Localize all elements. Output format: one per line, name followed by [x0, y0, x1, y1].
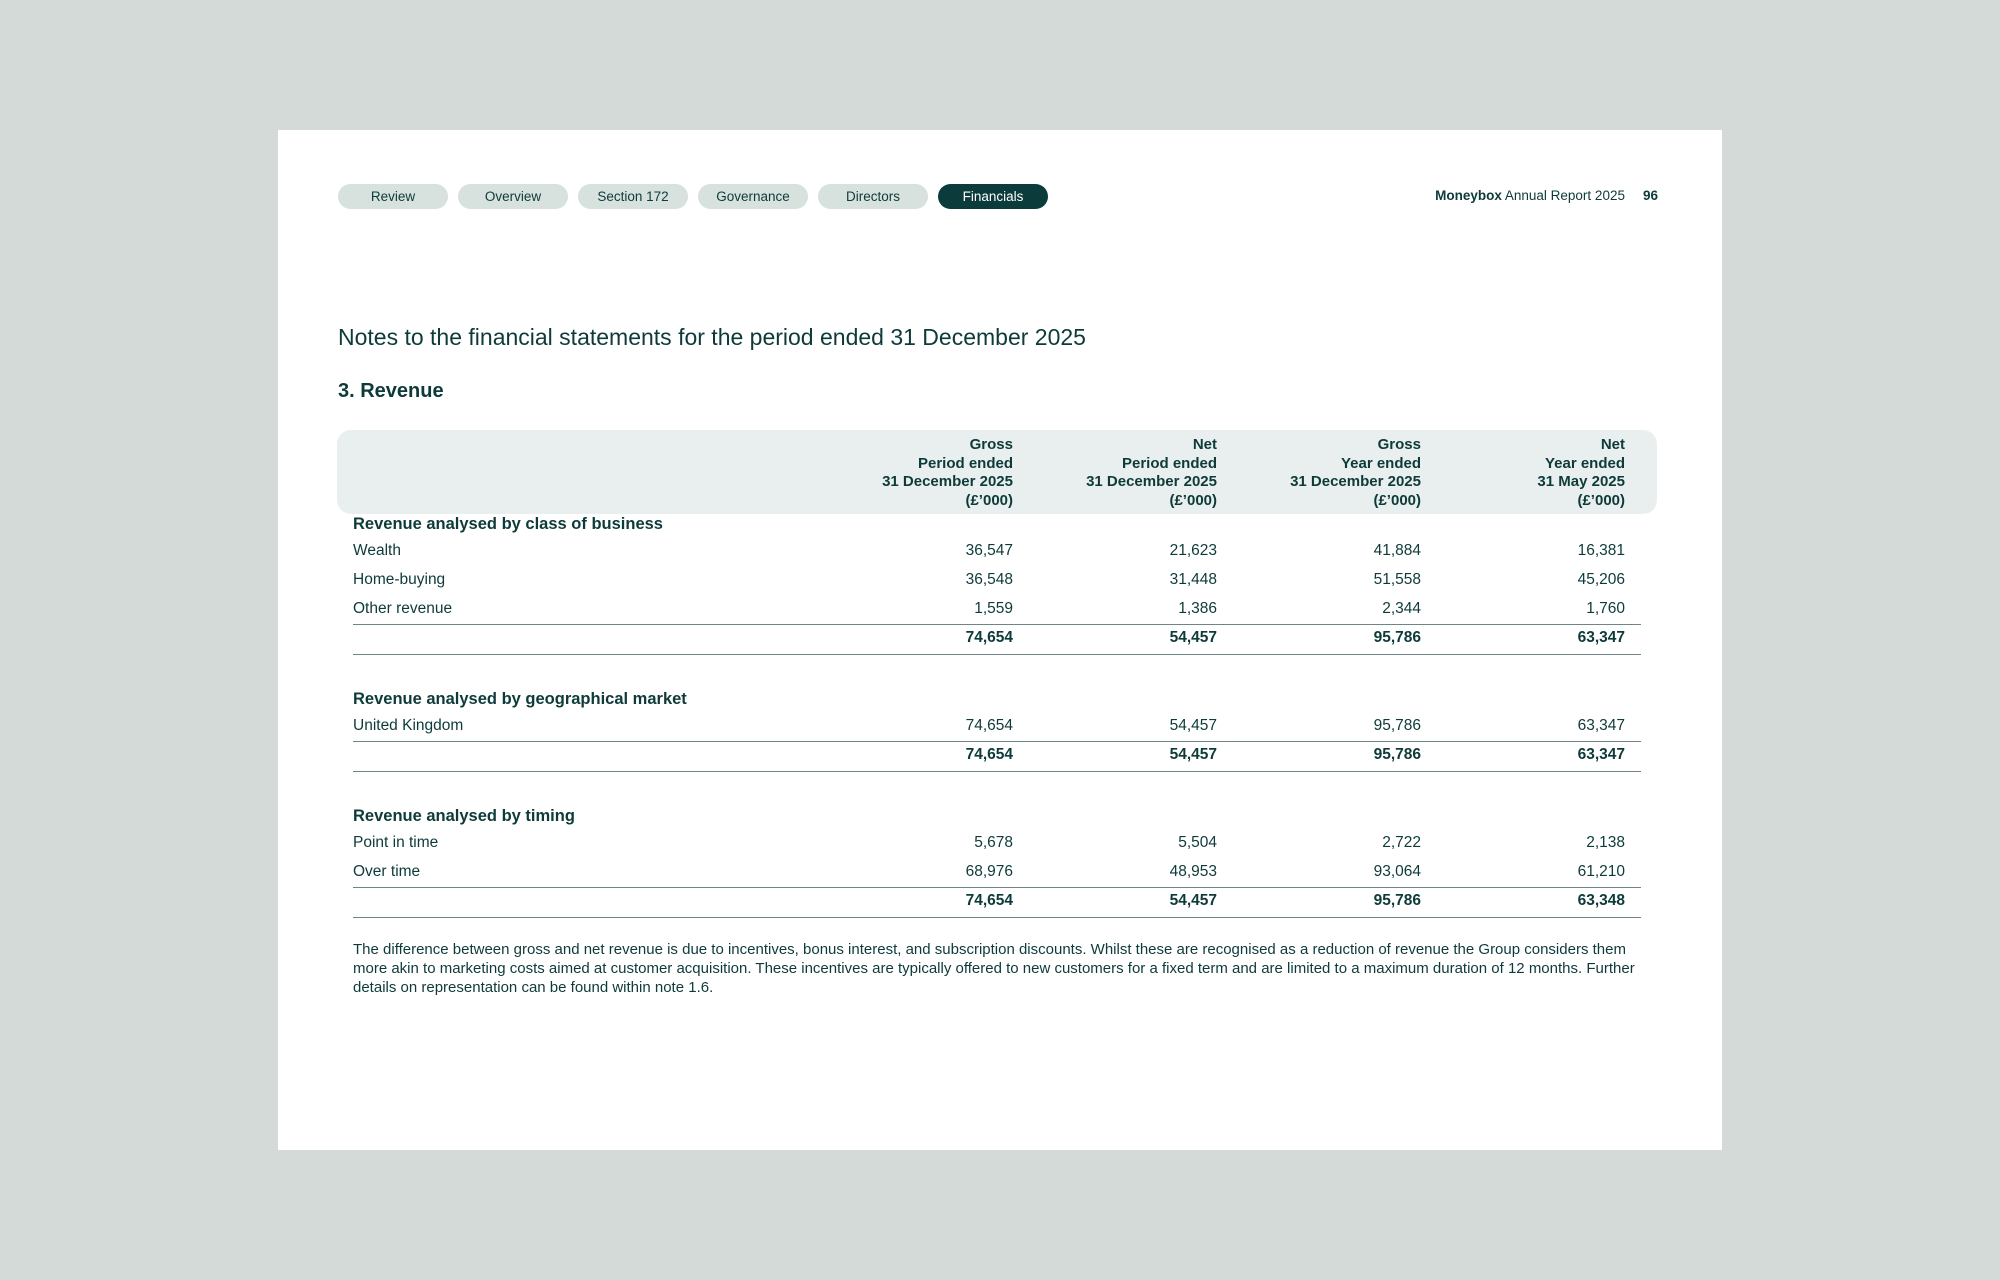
table-cell: 63,348 — [1577, 892, 1625, 909]
tab-governance[interactable]: Governance — [698, 184, 808, 209]
column-header-line: Gross — [969, 436, 1013, 453]
table-cell: 95,786 — [1373, 717, 1421, 734]
table-cell: 54,457 — [1169, 892, 1217, 909]
table-cell: 5,504 — [1178, 834, 1217, 851]
table-cell: 54,457 — [1169, 746, 1217, 763]
page-title: Notes to the financial statements for the period ended 31 December 2025 — [338, 324, 1086, 350]
table-cell: 1,559 — [974, 600, 1013, 617]
group-heading: Revenue analysed by timing — [353, 807, 575, 825]
table-row — [353, 712, 1641, 741]
table-cell: 61,210 — [1577, 863, 1625, 880]
total-row — [353, 624, 1641, 655]
group-heading: Revenue analysed by geographical market — [353, 690, 687, 708]
row-label: United Kingdom — [353, 717, 464, 734]
table-cell: 68,976 — [965, 863, 1013, 880]
total-row — [353, 887, 1641, 918]
table-cell: 95,786 — [1373, 892, 1421, 909]
row-label: Wealth — [353, 542, 401, 559]
report-name: Annual Report 2025 — [1504, 188, 1625, 203]
table-cell: 63,347 — [1577, 717, 1625, 734]
table-cell: 45,206 — [1577, 571, 1625, 588]
row-label: Over time — [353, 863, 421, 880]
table-cell: 41,884 — [1373, 542, 1421, 559]
brand-name: Moneybox — [1435, 188, 1502, 203]
column-header-line: Gross — [1377, 436, 1421, 453]
column-header-line: Year ended — [1340, 454, 1421, 472]
table-cell: 51,558 — [1373, 571, 1421, 588]
column-header-line: 31 December 2025 — [1086, 473, 1217, 491]
table-cell: 74,654 — [965, 629, 1013, 646]
table-cell: 54,457 — [1169, 629, 1217, 646]
column-header-line: Net — [1600, 436, 1625, 453]
table-row — [353, 537, 1641, 566]
table-cell: 21,623 — [1169, 542, 1217, 559]
table-cell: 31,448 — [1169, 571, 1217, 588]
table-cell: 74,654 — [965, 746, 1013, 763]
table-cell: 48,953 — [1169, 863, 1217, 880]
table-cell: 1,386 — [1178, 600, 1217, 617]
table-cell: 63,347 — [1577, 746, 1625, 763]
column-header-line: (£’000) — [965, 492, 1013, 510]
table-cell: 2,722 — [1382, 834, 1421, 851]
table-cell: 16,381 — [1577, 542, 1625, 559]
table-cell: 5,678 — [974, 834, 1013, 851]
table-cell: 2,138 — [1586, 834, 1625, 851]
column-header — [1425, 436, 1625, 511]
column-header-line: Period ended — [1121, 454, 1217, 472]
table-row — [353, 829, 1641, 858]
table-row — [353, 858, 1641, 887]
table-cell: 1,760 — [1586, 600, 1625, 617]
table-row — [353, 595, 1641, 624]
row-label: Other revenue — [353, 600, 453, 617]
column-header-line: (£’000) — [1373, 492, 1421, 510]
section-title: 3. Revenue — [338, 380, 444, 402]
table-cell: 93,064 — [1373, 863, 1421, 880]
column-header-line: (£’000) — [1169, 492, 1217, 510]
column-header — [813, 436, 1013, 511]
tab-review[interactable]: Review — [338, 184, 448, 209]
table-cell: 54,457 — [1169, 717, 1217, 734]
tab-overview[interactable]: Overview — [458, 184, 568, 209]
column-header-line: Year ended — [1544, 454, 1625, 472]
row-label: Point in time — [353, 834, 439, 851]
table-cell: 63,347 — [1577, 629, 1625, 646]
column-header-line: (£’000) — [1577, 492, 1625, 510]
column-header — [1221, 436, 1421, 511]
report-page — [278, 130, 1722, 1150]
report-title — [1435, 188, 1625, 203]
tab-financials[interactable]: Financials — [938, 184, 1048, 209]
group-heading: Revenue analysed by class of business — [353, 515, 663, 533]
table-cell: 2,344 — [1382, 600, 1421, 617]
column-header-line: 31 December 2025 — [1290, 473, 1421, 491]
page-number: 96 — [1642, 188, 1658, 203]
tab-directors[interactable]: Directors — [818, 184, 928, 209]
section-nav — [338, 184, 1048, 209]
revenue-note: The difference between gross and net revenue is due to incentives, bonus interest, and subscription discounts. Whilst these are recognised as a reduction of revenue the Group considers them more akin to marketing costs aimed at customer acquisition. These incentives are typically offered to new customers for a fixed term and are limited to a maximum duration of 12 months. Further details on representation can be found within note 1.6. — [353, 941, 1635, 996]
column-header-line: 31 December 2025 — [882, 473, 1013, 491]
table-cell: 36,547 — [965, 542, 1013, 559]
column-header-line: 31 May 2025 — [1537, 473, 1625, 491]
tab-section-172[interactable]: Section 172 — [578, 184, 688, 209]
table-cell: 95,786 — [1373, 746, 1421, 763]
table-cell: 74,654 — [965, 892, 1013, 909]
row-label: Home-buying — [353, 571, 446, 588]
column-header — [1017, 436, 1217, 511]
table-row — [353, 566, 1641, 595]
report-label — [1435, 188, 1658, 203]
table-cell: 74,654 — [965, 717, 1013, 734]
table-cell: 36,548 — [965, 571, 1013, 588]
column-header-line: Period ended — [917, 454, 1013, 472]
column-header-line: Net — [1192, 436, 1217, 453]
total-row — [353, 741, 1641, 772]
table-cell: 95,786 — [1373, 629, 1421, 646]
